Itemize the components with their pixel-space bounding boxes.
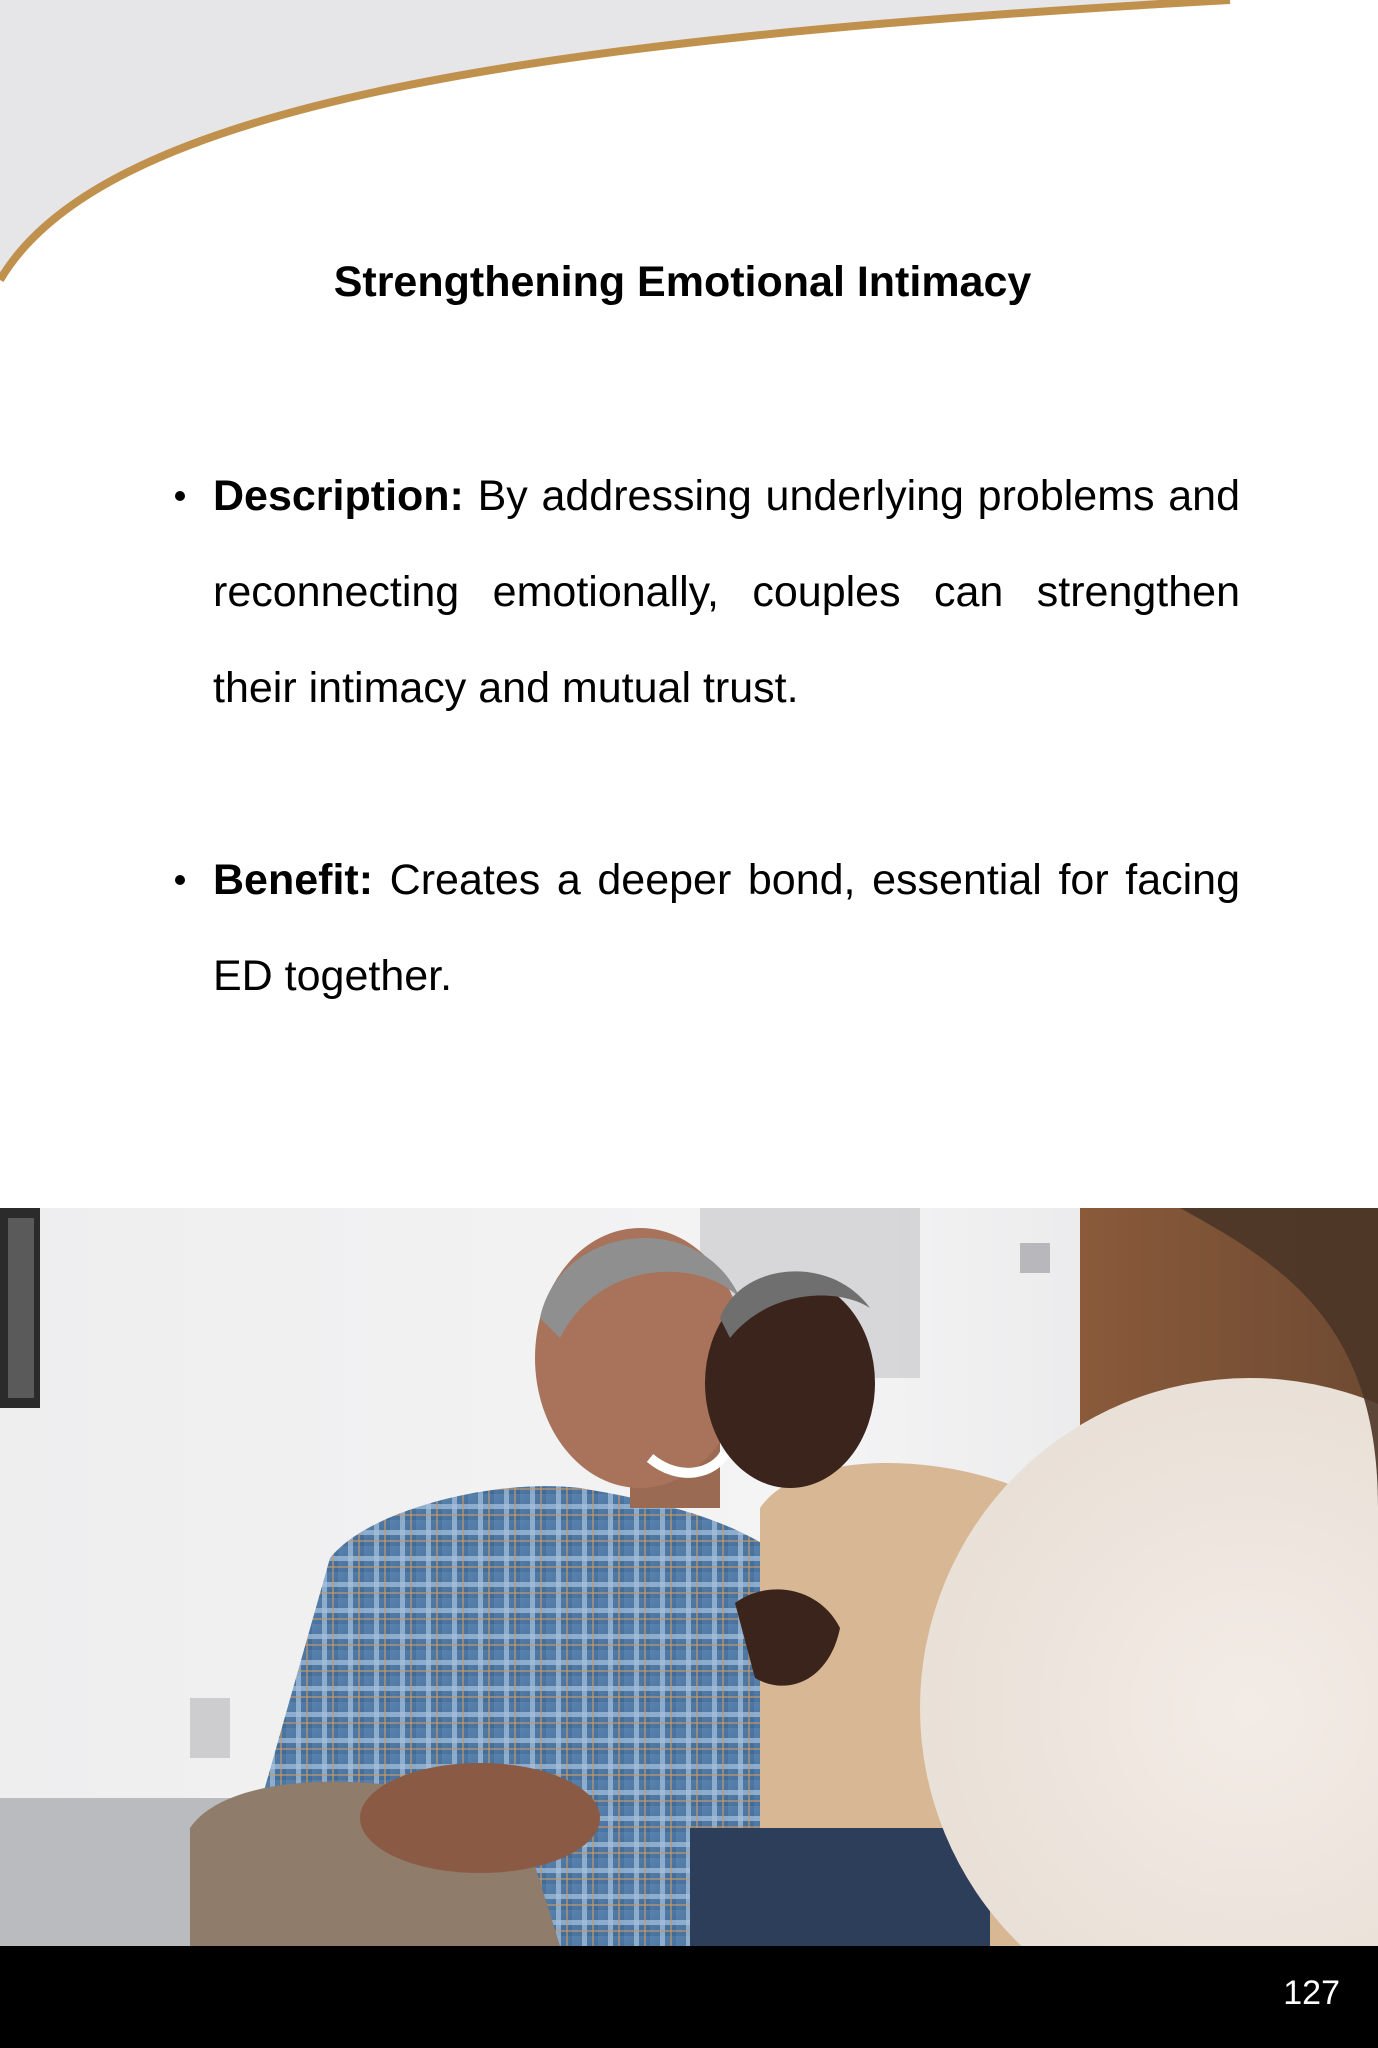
bullet-list <box>175 448 1240 1024</box>
bullet-dot <box>175 491 185 501</box>
bullet-description <box>175 448 1240 736</box>
bullet-benefit <box>175 832 1240 1024</box>
bullet-label: Benefit: <box>213 856 390 904</box>
header-gray-band <box>0 0 1230 280</box>
bullet-dot <box>175 875 185 885</box>
page-title: Strengthening Emotional Intimacy <box>333 258 1032 306</box>
page-footer <box>0 1946 1378 2048</box>
couple-photo <box>0 1208 1378 1946</box>
header-decoration <box>0 0 1378 300</box>
bullet-label: Description: <box>213 472 478 520</box>
bullet-text: Creates a deeper bond, essential for facing ED together. <box>213 856 1240 1000</box>
page-number: 127 <box>1283 1974 1340 2012</box>
bullet-text: By addressing underlying problems and reconnecting emotionally, couples can strengthen their intimacy and mutual trust. <box>213 472 1240 712</box>
